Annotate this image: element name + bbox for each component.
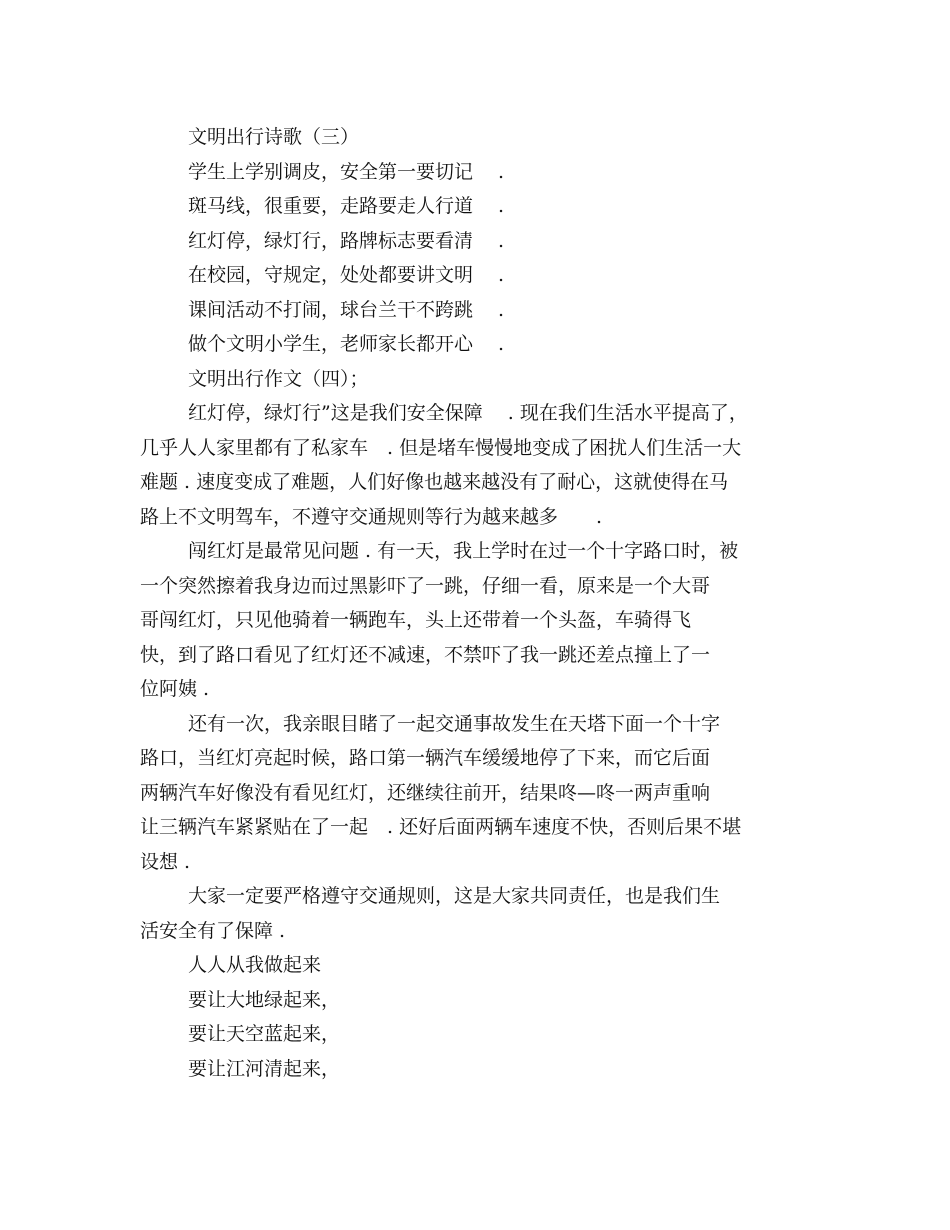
slogan-line: 人人从我做起来 (188, 954, 322, 976)
poem-line: 学生上学别调皮，安全第一要切记 . (188, 160, 505, 183)
poem-line: 斑马线，很重要，走路要走人行道 . (188, 195, 505, 217)
paragraph-line: 几乎人人家里都有了私家车 . 但是堵车慢慢地变成了困扰人们生活一大 (140, 436, 742, 459)
paragraph-line: 大家一定要严格遵守交通规则，这是大家共同责任，也是我们生 (188, 885, 721, 907)
paragraph-line: 闯红灯是最常见问题 . 有一天，我上学时在过一个十字路口时，被 (188, 540, 739, 562)
paragraph-line: 还有一次，我亲眼目睹了一起交通事故发生在天塔下面一个十字 (188, 712, 721, 735)
paragraph-line: 路上不文明驾车，不遵守交通规则等行为越来越多 . (140, 505, 603, 528)
slogan-line: 要让江河清起来， (188, 1057, 341, 1080)
document-body (140, 120, 820, 1086)
poem-line: 做个文明小学生，老师家长都开心 . (188, 333, 505, 355)
poem-line: 红灯停，绿灯行，路牌标志要看清 . (188, 229, 505, 252)
poem-line: 课间活动不打闹，球台兰干不跨跳 . (188, 298, 505, 321)
paragraph-line: 一个突然擦着我身边而过黑影吓了一跳，仔细一看，原来是一个大哥 (140, 574, 711, 597)
paragraph-line: 难题 . 速度变成了难题，人们好像也越来越没有了耐心，这就使得在马 (140, 471, 729, 493)
paragraph-line: 红灯停，绿灯行”这是我们安全保障 . 现在我们生活水平提高了， (188, 402, 748, 424)
essay-title: 文明出行作文（四）； (188, 367, 369, 390)
poem-title: 文明出行诗歌（三） (188, 126, 360, 148)
paragraph-line: 位阿姨 . (140, 678, 210, 700)
slogan-line: 要让天空蓝起来， (188, 1023, 341, 1045)
paragraph-line: 哥闯红灯，只见他骑着一辆跑车，头上还带着一个头盔，车骑得飞 (140, 609, 692, 631)
paragraph-line: 路口，当红灯亮起时候，路口第一辆汽车缓缓地停了下来，而它后面 (140, 747, 711, 769)
paragraph-line: 两辆汽车好像没有看见红灯，还继续往前开，结果咚—咚一两声重响 (140, 781, 711, 804)
paragraph-line: 活安全有了保障 . (140, 919, 286, 942)
slogan-line: 要让大地绿起来， (188, 988, 341, 1011)
paragraph-line: 设想 . (140, 850, 191, 873)
paragraph-line: 让三辆汽车紧紧贴在了一起 . 还好后面两辆车速度不快，否则后果不堪 (140, 816, 742, 838)
poem-line: 在校园，守规定，处处都要讲文明 . (188, 264, 505, 286)
paragraph-line: 快，到了路口看见了红灯还不减速，不禁吓了我一跳还差点撞上了一 (140, 643, 711, 666)
